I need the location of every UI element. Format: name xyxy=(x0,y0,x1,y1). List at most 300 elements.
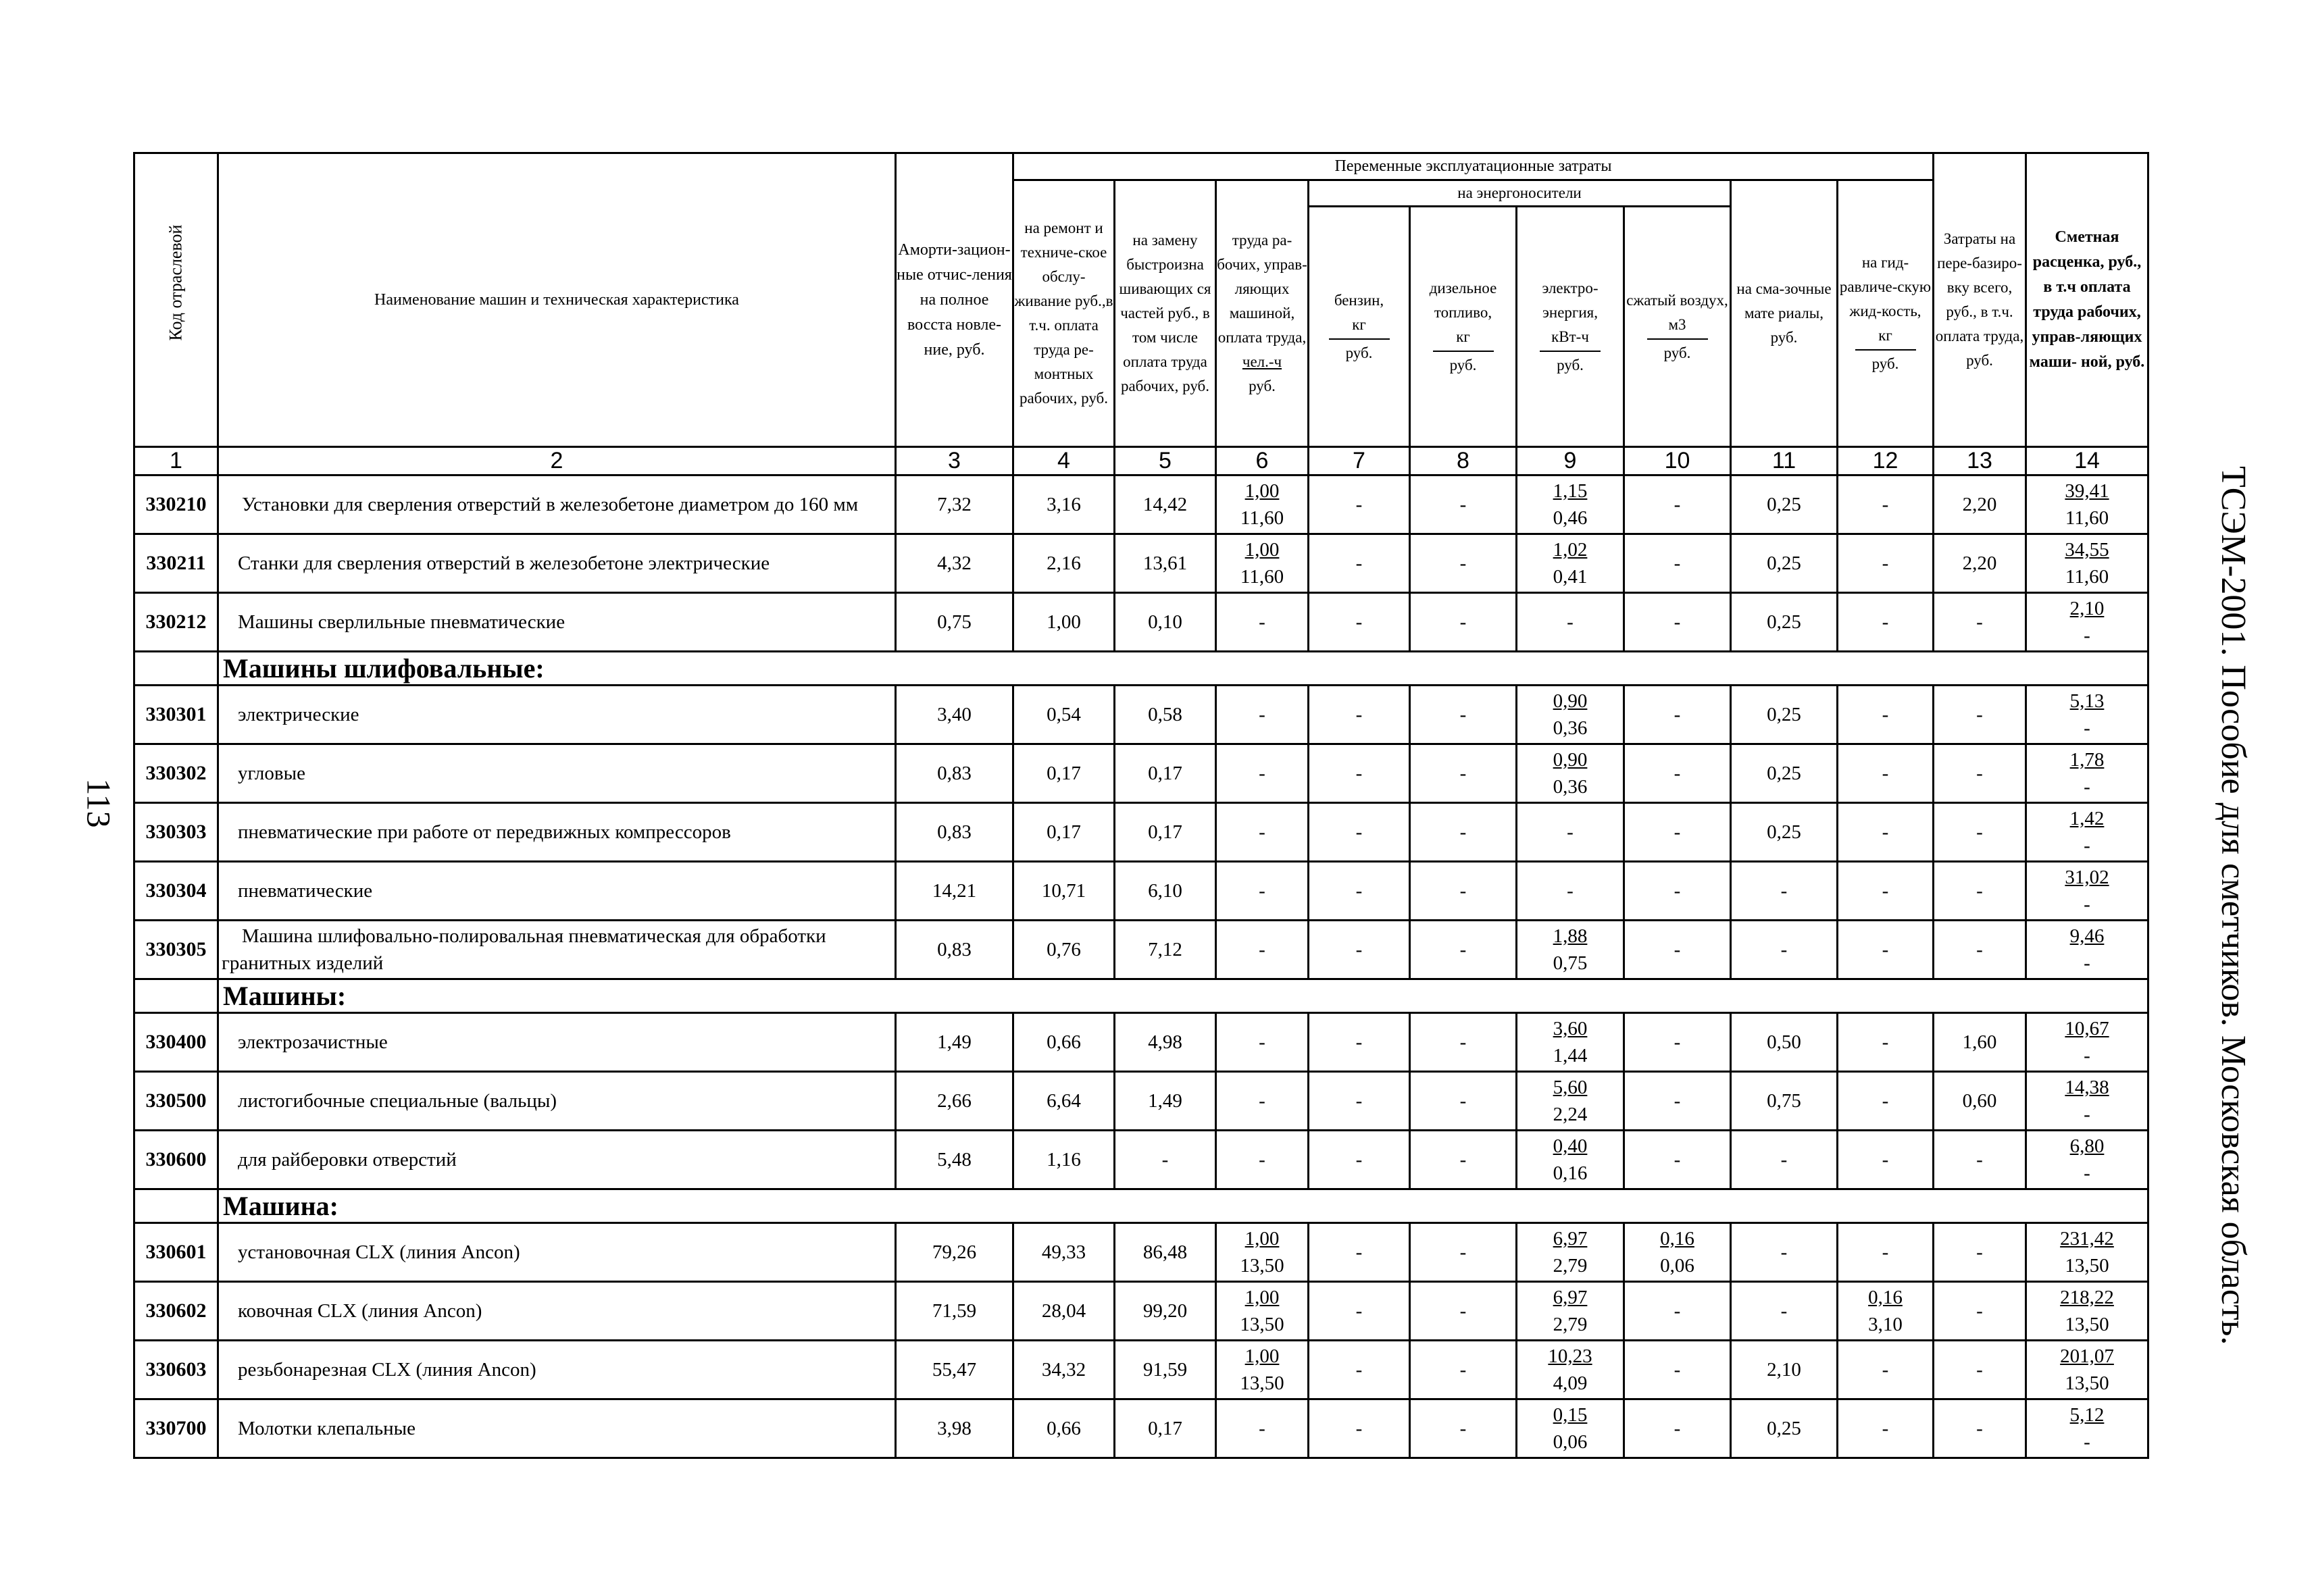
value-c6 xyxy=(1216,475,1309,534)
value-c12-bottom: 3,10 xyxy=(1868,1314,1903,1335)
value-c9-bottom: 2,79 xyxy=(1553,1314,1588,1335)
value-c14 xyxy=(2026,1131,2148,1189)
value-c6: - xyxy=(1216,1072,1309,1131)
value-c10-top: 0,16 xyxy=(1660,1228,1694,1250)
machine-code: 330212 xyxy=(134,593,218,652)
value-c4: 0,66 xyxy=(1013,1013,1115,1072)
group-heading: Машина: xyxy=(218,1189,2148,1223)
group-heading: Машины шлифовальные: xyxy=(218,652,2148,686)
value-c8: - xyxy=(1410,1341,1517,1399)
value-c5: 0,17 xyxy=(1115,1399,1216,1458)
column-number: 3 xyxy=(896,447,1013,475)
value-c7: - xyxy=(1309,593,1410,652)
page-number: 113 xyxy=(80,778,118,828)
value-c8: - xyxy=(1410,475,1517,534)
value-c7: - xyxy=(1309,1223,1410,1282)
header-lubricants: на сма-зочные мате риалы, руб. xyxy=(1731,180,1838,447)
table-row xyxy=(134,921,2148,979)
value-c7: - xyxy=(1309,534,1410,593)
value-c9-bottom: 0,06 xyxy=(1553,1431,1588,1453)
machine-name: Машины сверлильные пневматические xyxy=(218,593,896,652)
value-c3: 0,83 xyxy=(896,744,1013,803)
value-c4: 49,33 xyxy=(1013,1223,1115,1282)
machine-rates-table xyxy=(133,152,2149,1459)
value-c10: - xyxy=(1624,1399,1731,1458)
value-c6-bottom: 13,50 xyxy=(1240,1255,1284,1277)
value-c14-bottom: - xyxy=(2084,1162,2090,1184)
value-c13: 2,20 xyxy=(1934,534,2026,593)
value-c9 xyxy=(1517,1341,1624,1399)
value-c10 xyxy=(1624,1223,1731,1282)
value-c9-bottom: 0,46 xyxy=(1553,507,1588,529)
value-c7: - xyxy=(1309,921,1410,979)
value-c6: - xyxy=(1216,686,1309,744)
value-c14-top: 14,38 xyxy=(2065,1077,2109,1098)
value-c3: 3,40 xyxy=(896,686,1013,744)
machine-name: листогибочные специальные (вальцы) xyxy=(218,1072,896,1131)
value-c4: 1,16 xyxy=(1013,1131,1115,1189)
value-c10: - xyxy=(1624,686,1731,744)
value-c3: 0,83 xyxy=(896,803,1013,862)
value-c5: 1,49 xyxy=(1115,1072,1216,1131)
value-c8: - xyxy=(1410,803,1517,862)
value-c9 xyxy=(1517,1072,1624,1131)
value-c7: - xyxy=(1309,1399,1410,1458)
value-c8: - xyxy=(1410,921,1517,979)
value-c13: - xyxy=(1934,1131,2026,1189)
value-c10: - xyxy=(1624,1013,1731,1072)
value-c12: - xyxy=(1838,803,1934,862)
value-c14-bottom: - xyxy=(2084,1045,2090,1066)
value-c6-top: 1,00 xyxy=(1244,1228,1280,1250)
value-c10: - xyxy=(1624,1341,1731,1399)
value-c3: 3,98 xyxy=(896,1399,1013,1458)
value-c11: 0,50 xyxy=(1731,1013,1838,1072)
value-c14-top: 6,80 xyxy=(2069,1135,2105,1157)
value-c7: - xyxy=(1309,803,1410,862)
value-c5: - xyxy=(1115,1131,1216,1189)
header-compressed-air: сжатый воздух, м3 руб. xyxy=(1624,207,1731,447)
value-c3: 5,48 xyxy=(896,1131,1013,1189)
table-row xyxy=(134,475,2148,534)
machine-code: 330601 xyxy=(134,1223,218,1282)
table-row xyxy=(134,1072,2148,1131)
machine-code: 330700 xyxy=(134,1399,218,1458)
value-c3: 2,66 xyxy=(896,1072,1013,1131)
value-c4: 0,66 xyxy=(1013,1399,1115,1458)
value-c6 xyxy=(1216,1341,1309,1399)
value-c4: 3,16 xyxy=(1013,475,1115,534)
value-c14-top: 5,13 xyxy=(2069,690,2105,712)
value-c11: - xyxy=(1731,1131,1838,1189)
machine-name: резьбонарезная CLX (линия Ancon) xyxy=(218,1341,896,1399)
value-c14 xyxy=(2026,744,2148,803)
value-c9 xyxy=(1517,1223,1624,1282)
value-c13: - xyxy=(1934,1223,2026,1282)
value-c14-top: 34,55 xyxy=(2065,539,2109,561)
value-c14 xyxy=(2026,686,2148,744)
machine-code: 330400 xyxy=(134,1013,218,1072)
table-row xyxy=(134,1131,2148,1189)
value-c13: - xyxy=(1934,803,2026,862)
value-c12-top: 0,16 xyxy=(1868,1287,1903,1308)
value-c3: 14,21 xyxy=(896,862,1013,921)
value-c14 xyxy=(2026,1399,2148,1458)
machine-name: установочная CLX (линия Ancon) xyxy=(218,1223,896,1282)
machine-name: электрозачистные xyxy=(218,1013,896,1072)
value-c7: - xyxy=(1309,862,1410,921)
machine-name: угловые xyxy=(218,744,896,803)
value-c13: - xyxy=(1934,744,2026,803)
value-c9 xyxy=(1517,475,1624,534)
value-c5: 0,10 xyxy=(1115,593,1216,652)
value-c14-top: 218,22 xyxy=(2060,1287,2114,1308)
column-number: 5 xyxy=(1115,447,1216,475)
value-c12: - xyxy=(1838,475,1934,534)
value-c8: - xyxy=(1410,593,1517,652)
value-c9-bottom: 0,16 xyxy=(1553,1162,1588,1184)
value-c13: 0,60 xyxy=(1934,1072,2026,1131)
value-c10: - xyxy=(1624,534,1731,593)
value-c11: 0,75 xyxy=(1731,1072,1838,1131)
header-diesel: дизельное топливо, кг руб. xyxy=(1410,207,1517,447)
machine-code: 330600 xyxy=(134,1131,218,1189)
value-c12: - xyxy=(1838,1072,1934,1131)
value-c9-bottom: 1,44 xyxy=(1553,1045,1588,1066)
value-c5: 4,98 xyxy=(1115,1013,1216,1072)
value-c6: - xyxy=(1216,1399,1309,1458)
value-c14-top: 1,78 xyxy=(2069,749,2105,771)
value-c10: - xyxy=(1624,1131,1731,1189)
value-c12: - xyxy=(1838,862,1934,921)
value-c12: - xyxy=(1838,686,1934,744)
value-c9-top: 1,15 xyxy=(1553,480,1588,502)
column-number: 10 xyxy=(1624,447,1731,475)
column-number: 12 xyxy=(1838,447,1934,475)
value-c4: 10,71 xyxy=(1013,862,1115,921)
value-c10: - xyxy=(1624,593,1731,652)
machine-name: пневматические xyxy=(218,862,896,921)
value-c9-bottom: 0,36 xyxy=(1553,717,1588,739)
value-c14 xyxy=(2026,593,2148,652)
value-c6 xyxy=(1216,1223,1309,1282)
header-electricity: электро-энергия, кВт-ч руб. xyxy=(1517,207,1624,447)
machine-code: 330301 xyxy=(134,686,218,744)
machine-name: Станки для сверления отверстий в железобетоне электрические xyxy=(218,534,896,593)
value-c8: - xyxy=(1410,862,1517,921)
value-c9: - xyxy=(1517,862,1624,921)
column-number: 2 xyxy=(218,447,896,475)
value-c13: 2,20 xyxy=(1934,475,2026,534)
value-c14 xyxy=(2026,1282,2148,1341)
machine-code: 330211 xyxy=(134,534,218,593)
value-c5: 14,42 xyxy=(1115,475,1216,534)
machine-name: Молотки клепальные xyxy=(218,1399,896,1458)
value-c14 xyxy=(2026,475,2148,534)
value-c4: 6,64 xyxy=(1013,1072,1115,1131)
value-c9 xyxy=(1517,921,1624,979)
column-number: 13 xyxy=(1934,447,2026,475)
group-empty-cell xyxy=(134,979,218,1013)
value-c10: - xyxy=(1624,475,1731,534)
value-c14-top: 201,07 xyxy=(2060,1345,2114,1367)
value-c11: - xyxy=(1731,921,1838,979)
value-c9-bottom: 0,41 xyxy=(1553,566,1588,588)
value-c14-bottom: - xyxy=(2084,835,2090,856)
value-c12: - xyxy=(1838,1341,1934,1399)
value-c14 xyxy=(2026,803,2148,862)
value-c9 xyxy=(1517,744,1624,803)
value-c9 xyxy=(1517,1399,1624,1458)
value-c10: - xyxy=(1624,1282,1731,1341)
value-c14 xyxy=(2026,862,2148,921)
group-heading-row xyxy=(134,979,2148,1013)
value-c11: - xyxy=(1731,862,1838,921)
value-c8: - xyxy=(1410,1399,1517,1458)
value-c9-bottom: 2,79 xyxy=(1553,1255,1588,1277)
value-c3: 4,32 xyxy=(896,534,1013,593)
value-c7: - xyxy=(1309,475,1410,534)
value-c11: 0,25 xyxy=(1731,593,1838,652)
machine-code: 330303 xyxy=(134,803,218,862)
value-c11: 0,25 xyxy=(1731,803,1838,862)
header-code: Код отраслевой xyxy=(134,153,218,447)
value-c9-top: 3,60 xyxy=(1553,1018,1588,1039)
value-c3: 55,47 xyxy=(896,1341,1013,1399)
value-c14-top: 2,10 xyxy=(2069,598,2105,619)
value-c13: - xyxy=(1934,593,2026,652)
value-c6-bottom: 11,60 xyxy=(1240,507,1284,529)
value-c11: 0,25 xyxy=(1731,475,1838,534)
value-c7: - xyxy=(1309,1282,1410,1341)
value-c5: 86,48 xyxy=(1115,1223,1216,1282)
column-number: 9 xyxy=(1517,447,1624,475)
value-c5: 0,17 xyxy=(1115,744,1216,803)
value-c9-top: 0,90 xyxy=(1553,749,1588,771)
value-c11: 2,10 xyxy=(1731,1341,1838,1399)
value-c13: 1,60 xyxy=(1934,1013,2026,1072)
table-row xyxy=(134,686,2148,744)
value-c9-bottom: 0,75 xyxy=(1553,952,1588,974)
value-c6: - xyxy=(1216,1013,1309,1072)
table-body xyxy=(134,475,2148,1458)
value-c9 xyxy=(1517,1282,1624,1341)
value-c7: - xyxy=(1309,686,1410,744)
value-c4: 0,17 xyxy=(1013,744,1115,803)
value-c14-bottom: 13,50 xyxy=(2065,1255,2109,1277)
header-energy: на энергоносители xyxy=(1309,180,1731,207)
group-heading: Машины: xyxy=(218,979,2148,1013)
value-c14-bottom: - xyxy=(2084,952,2090,974)
table-row xyxy=(134,862,2148,921)
value-c14-top: 10,67 xyxy=(2065,1018,2109,1039)
header-estimated-rate: Сметная расценка, руб., в т.ч оплата труда рабочих, управ-ляющих маши- ной, руб. xyxy=(2026,153,2148,447)
value-c12: - xyxy=(1838,534,1934,593)
value-c14-bottom: - xyxy=(2084,894,2090,915)
value-c10: - xyxy=(1624,862,1731,921)
value-c8: - xyxy=(1410,534,1517,593)
machine-code: 330602 xyxy=(134,1282,218,1341)
value-c6-bottom: 13,50 xyxy=(1240,1372,1284,1394)
value-c14-bottom: - xyxy=(2084,1104,2090,1125)
value-c4: 0,54 xyxy=(1013,686,1115,744)
value-c13: - xyxy=(1934,1282,2026,1341)
column-numbers-row xyxy=(134,447,2148,475)
machine-name: пневматические при работе от передвижных компрессоров xyxy=(218,803,896,862)
group-heading-row xyxy=(134,652,2148,686)
value-c11: 0,25 xyxy=(1731,1399,1838,1458)
value-c7: - xyxy=(1309,1131,1410,1189)
value-c9: - xyxy=(1517,803,1624,862)
value-c14 xyxy=(2026,1072,2148,1131)
table-row xyxy=(134,593,2148,652)
value-c6-top: 1,00 xyxy=(1244,1345,1280,1367)
value-c3: 0,83 xyxy=(896,921,1013,979)
value-c9-top: 5,60 xyxy=(1553,1077,1588,1098)
value-c9-top: 0,15 xyxy=(1553,1404,1588,1426)
value-c12: - xyxy=(1838,1223,1934,1282)
value-c10-bottom: 0,06 xyxy=(1660,1255,1694,1277)
value-c14-bottom: 11,60 xyxy=(2065,507,2109,529)
value-c6-bottom: 13,50 xyxy=(1240,1314,1284,1335)
value-c9-top: 1,88 xyxy=(1553,925,1588,947)
value-c5: 6,10 xyxy=(1115,862,1216,921)
value-c11: - xyxy=(1731,1223,1838,1282)
value-c14-top: 39,41 xyxy=(2065,480,2109,502)
value-c9-bottom: 4,09 xyxy=(1553,1372,1588,1394)
column-number: 14 xyxy=(2026,447,2148,475)
value-c12: - xyxy=(1838,1131,1934,1189)
value-c3: 71,59 xyxy=(896,1282,1013,1341)
value-c12 xyxy=(1838,1282,1934,1341)
value-c10: - xyxy=(1624,803,1731,862)
value-c14-top: 5,12 xyxy=(2069,1404,2105,1426)
value-c14-bottom: - xyxy=(2084,625,2090,646)
header-repair: на ремонт и техниче-ское обслу-живание руб.,в т.ч. оплата труда ре-монтных рабочих, руб. xyxy=(1013,180,1115,447)
machine-code: 330500 xyxy=(134,1072,218,1131)
value-c9-top: 1,02 xyxy=(1553,539,1588,561)
value-c10: - xyxy=(1624,1072,1731,1131)
value-c6: - xyxy=(1216,744,1309,803)
group-empty-cell xyxy=(134,652,218,686)
value-c6 xyxy=(1216,534,1309,593)
value-c6-bottom: 11,60 xyxy=(1240,566,1284,588)
value-c11: 0,25 xyxy=(1731,744,1838,803)
value-c6-top: 1,00 xyxy=(1244,480,1280,502)
value-c6-top: 1,00 xyxy=(1244,1287,1280,1308)
value-c4: 0,17 xyxy=(1013,803,1115,862)
column-number: 7 xyxy=(1309,447,1410,475)
value-c5: 7,12 xyxy=(1115,921,1216,979)
value-c14-bottom: 11,60 xyxy=(2065,566,2109,588)
value-c6: - xyxy=(1216,803,1309,862)
header-name: Наименование машин и техническая характеристика xyxy=(218,153,896,447)
column-number: 4 xyxy=(1013,447,1115,475)
value-c14-top: 1,42 xyxy=(2069,808,2105,829)
value-c6 xyxy=(1216,1282,1309,1341)
value-c5: 13,61 xyxy=(1115,534,1216,593)
machine-code: 330304 xyxy=(134,862,218,921)
value-c6-top: 1,00 xyxy=(1244,539,1280,561)
value-c11: - xyxy=(1731,1282,1838,1341)
value-c13: - xyxy=(1934,1399,2026,1458)
table-row xyxy=(134,1399,2148,1458)
value-c11: 0,25 xyxy=(1731,534,1838,593)
value-c14-bottom: - xyxy=(2084,776,2090,798)
value-c6: - xyxy=(1216,593,1309,652)
machine-code: 330305 xyxy=(134,921,218,979)
header-relocation: Затраты на пере-базиро-вку всего, руб., в т.ч. оплата труда, руб. xyxy=(1934,153,2026,447)
value-c8: - xyxy=(1410,1072,1517,1131)
value-c14-top: 231,42 xyxy=(2060,1228,2114,1250)
value-c4: 0,76 xyxy=(1013,921,1115,979)
value-c9-top: 0,40 xyxy=(1553,1135,1588,1157)
value-c14-top: 9,46 xyxy=(2069,925,2105,947)
value-c9-top: 6,97 xyxy=(1553,1287,1588,1308)
value-c3: 79,26 xyxy=(896,1223,1013,1282)
table-row xyxy=(134,534,2148,593)
value-c12: - xyxy=(1838,593,1934,652)
column-number: 11 xyxy=(1731,447,1838,475)
value-c5: 91,59 xyxy=(1115,1341,1216,1399)
value-c13: - xyxy=(1934,862,2026,921)
value-c9-top: 6,97 xyxy=(1553,1228,1588,1250)
value-c14-bottom: - xyxy=(2084,1431,2090,1453)
value-c3: 7,32 xyxy=(896,475,1013,534)
value-c9 xyxy=(1517,686,1624,744)
value-c8: - xyxy=(1410,1223,1517,1282)
value-c9 xyxy=(1517,1131,1624,1189)
value-c9: - xyxy=(1517,593,1624,652)
value-c7: - xyxy=(1309,1072,1410,1131)
value-c11: 0,25 xyxy=(1731,686,1838,744)
machine-name: электрические xyxy=(218,686,896,744)
value-c9-bottom: 2,24 xyxy=(1553,1104,1588,1125)
table-row xyxy=(134,744,2148,803)
value-c9-bottom: 0,36 xyxy=(1553,776,1588,798)
header-parts-replacement: на замену быстроизна шивающих ся частей руб., в том числе оплата труда рабочих, руб. xyxy=(1115,180,1216,447)
value-c4: 28,04 xyxy=(1013,1282,1115,1341)
value-c9-top: 10,23 xyxy=(1548,1345,1592,1367)
group-heading-row xyxy=(134,1189,2148,1223)
value-c7: - xyxy=(1309,744,1410,803)
header-hydraulic: на гид-равличе-скую жид-кость, кг руб. xyxy=(1838,180,1934,447)
value-c12: - xyxy=(1838,1399,1934,1458)
value-c8: - xyxy=(1410,686,1517,744)
value-c14-bottom: 13,50 xyxy=(2065,1372,2109,1394)
value-c12: - xyxy=(1838,1013,1934,1072)
header-labor: труда ра-бочих, управ-ляющих машиной, оплата труда, чел.-ч руб. xyxy=(1216,180,1309,447)
value-c6: - xyxy=(1216,1131,1309,1189)
value-c4: 1,00 xyxy=(1013,593,1115,652)
machine-code: 330302 xyxy=(134,744,218,803)
value-c7: - xyxy=(1309,1341,1410,1399)
value-c4: 34,32 xyxy=(1013,1341,1115,1399)
table-row xyxy=(134,1282,2148,1341)
value-c12: - xyxy=(1838,744,1934,803)
machine-name: ковочная CLX (линия Ancon) xyxy=(218,1282,896,1341)
value-c3: 1,49 xyxy=(896,1013,1013,1072)
column-number: 6 xyxy=(1216,447,1309,475)
value-c12: - xyxy=(1838,921,1934,979)
machine-code: 330603 xyxy=(134,1341,218,1399)
value-c14 xyxy=(2026,534,2148,593)
header-variable-costs: Переменные эксплуатационные затраты xyxy=(1013,153,1934,180)
table-row xyxy=(134,1341,2148,1399)
table-row xyxy=(134,803,2148,862)
value-c13: - xyxy=(1934,1341,2026,1399)
value-c5: 99,20 xyxy=(1115,1282,1216,1341)
